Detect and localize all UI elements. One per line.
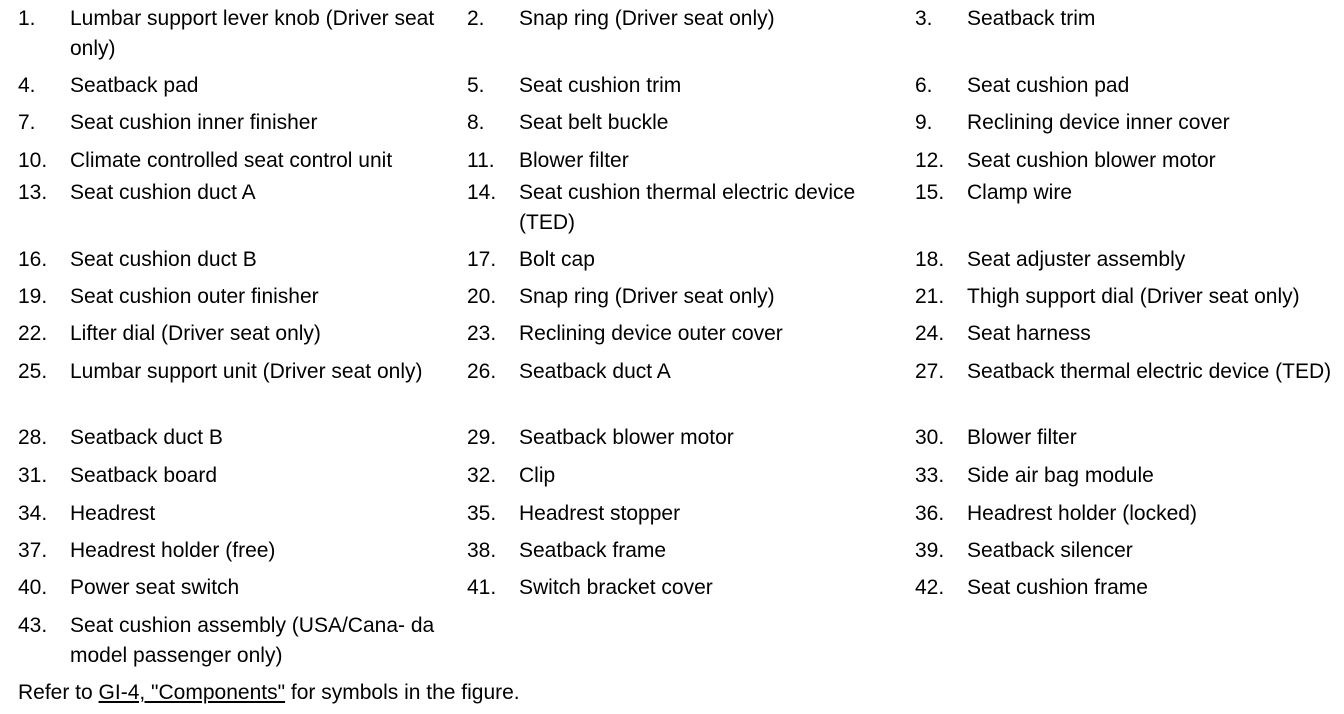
item-label: Climate controlled seat control unit [70, 149, 393, 172]
item-number: 20. [467, 285, 497, 308]
item-number: 10. [18, 149, 48, 172]
item-label: Seatback duct B [70, 426, 223, 449]
item-number: 21. [915, 285, 945, 308]
item-label: Seatback board [70, 464, 218, 487]
item-label: Clip [519, 464, 556, 487]
item-label: Snap ring (Driver seat only) [519, 285, 775, 308]
item-number: 26. [467, 360, 497, 383]
item-label: Clamp wire [967, 181, 1073, 204]
item-number: 19. [18, 285, 48, 308]
legend-item [449, 357, 899, 387]
footnote-prefix: Refer to [18, 681, 99, 704]
item-number: 1. [18, 7, 36, 30]
item-number: 18. [915, 248, 945, 271]
item-label: Snap ring (Driver seat only) [519, 7, 775, 30]
legend-item [449, 245, 899, 275]
legend-item [897, 461, 1344, 491]
legend-item [0, 573, 450, 603]
item-label: Side air bag module [967, 464, 1154, 487]
legend-item [449, 573, 899, 603]
item-label: Lifter dial (Driver seat only) [70, 322, 321, 345]
item-number: 13. [18, 181, 48, 204]
item-number: 28. [18, 426, 48, 449]
legend-item [449, 536, 899, 566]
legend-item [0, 108, 450, 138]
legend-item [897, 573, 1344, 603]
item-label: Seatback silencer [967, 539, 1133, 562]
item-number: 15. [915, 181, 945, 204]
item-number: 23. [467, 322, 497, 345]
legend-item [449, 108, 899, 138]
item-number: 6. [915, 74, 933, 97]
item-number: 29. [467, 426, 497, 449]
item-label: Seat cushion pad [967, 74, 1130, 97]
item-number: 4. [18, 74, 36, 97]
item-label: Reclining device inner cover [967, 111, 1230, 134]
item-label: Seat cushion inner finisher [70, 111, 318, 134]
legend-item [449, 319, 899, 349]
footnote-suffix: for symbols in the figure. [285, 681, 520, 704]
item-label: Thigh support dial (Driver seat only) [967, 285, 1300, 308]
item-number: 3. [915, 7, 933, 30]
legend-item [0, 536, 450, 566]
legend-item [897, 357, 1344, 387]
item-number: 42. [915, 576, 945, 599]
item-label: Headrest [70, 502, 156, 525]
item-label: Headrest holder (locked) [967, 502, 1197, 525]
item-number: 16. [18, 248, 48, 271]
item-number: 27. [915, 360, 945, 383]
item-label: Seatback thermal electric device (TED) [967, 360, 1332, 383]
item-number: 25. [18, 360, 48, 383]
legend-item [0, 245, 450, 275]
footnote [18, 678, 520, 708]
item-number: 41. [467, 576, 497, 599]
legend-item [449, 499, 899, 529]
legend-item [0, 319, 450, 349]
legend-item [0, 611, 450, 671]
legend-item [0, 282, 450, 312]
item-number: 5. [467, 74, 485, 97]
item-label: Seat cushion thermal electric device (TED) [519, 181, 856, 234]
legend-item [0, 423, 450, 453]
item-number: 36. [915, 502, 945, 525]
legend-item [449, 282, 899, 312]
legend-item [897, 499, 1344, 529]
item-number: 7. [18, 111, 36, 134]
item-number: 24. [915, 322, 945, 345]
item-label: Seat cushion trim [519, 74, 682, 97]
item-number: 2. [467, 7, 485, 30]
item-number: 35. [467, 502, 497, 525]
item-label: Blower filter [967, 426, 1077, 449]
legend-item [897, 245, 1344, 275]
item-number: 12. [915, 149, 945, 172]
item-number: 17. [467, 248, 497, 271]
item-number: 9. [915, 111, 933, 134]
item-number: 30. [915, 426, 945, 449]
legend-item [0, 499, 450, 529]
item-label: Seatback blower motor [519, 426, 734, 449]
item-label: Power seat switch [70, 576, 240, 599]
item-label: Seat cushion duct B [70, 248, 257, 271]
item-label: Switch bracket cover [519, 576, 713, 599]
item-label: Seat harness [967, 322, 1091, 345]
item-label: Seat adjuster assembly [967, 248, 1186, 271]
item-number: 40. [18, 576, 48, 599]
item-label: Headrest holder (free) [70, 539, 276, 562]
legend-item [449, 4, 899, 34]
legend-item [449, 461, 899, 491]
legend-item [0, 71, 450, 101]
item-label: Seatback pad [70, 74, 199, 97]
item-number: 32. [467, 464, 497, 487]
item-number: 33. [915, 464, 945, 487]
legend-item [449, 178, 899, 238]
legend-item [897, 4, 1344, 34]
legend-item [897, 319, 1344, 349]
legend-item [897, 71, 1344, 101]
legend-item [0, 178, 450, 208]
legend-item [0, 461, 450, 491]
item-label: Lumbar support unit (Driver seat only) [70, 360, 423, 383]
item-label: Headrest stopper [519, 502, 681, 525]
legend-item [897, 146, 1344, 176]
item-number: 14. [467, 181, 497, 204]
item-number: 22. [18, 322, 48, 345]
item-label: Seat belt buckle [519, 111, 669, 134]
legend-item [897, 423, 1344, 453]
item-label: Seat cushion assembly (USA/Cana- da model passenger only) [70, 614, 435, 667]
legend-item [897, 178, 1344, 208]
item-number: 8. [467, 111, 485, 134]
legend-item [449, 423, 899, 453]
legend-item [449, 71, 899, 101]
legend-item [897, 282, 1344, 312]
item-label: Lumbar support lever knob (Driver seat only) [70, 7, 435, 60]
item-number: 31. [18, 464, 48, 487]
components-reference-link[interactable]: GI-4, "Components" [98, 681, 286, 704]
item-label: Seat cushion frame [967, 576, 1148, 599]
item-number: 34. [18, 502, 48, 525]
legend-item [897, 536, 1344, 566]
item-number: 37. [18, 539, 48, 562]
item-number: 11. [467, 149, 495, 172]
item-label: Bolt cap [519, 248, 595, 271]
item-number: 38. [467, 539, 497, 562]
item-number: 39. [915, 539, 945, 562]
item-label: Blower filter [519, 149, 629, 172]
legend-item [0, 146, 450, 176]
legend-item [897, 108, 1344, 138]
item-label: Seatback trim [967, 7, 1096, 30]
item-label: Seat cushion outer finisher [70, 285, 319, 308]
legend-item [0, 4, 450, 64]
item-label: Reclining device outer cover [519, 322, 783, 345]
item-label: Seatback frame [519, 539, 667, 562]
legend-item [0, 357, 450, 387]
item-label: Seat cushion blower motor [967, 149, 1216, 172]
item-label: Seatback duct A [519, 360, 671, 383]
item-label: Seat cushion duct A [70, 181, 256, 204]
legend-item [449, 146, 899, 176]
item-number: 43. [18, 614, 48, 637]
